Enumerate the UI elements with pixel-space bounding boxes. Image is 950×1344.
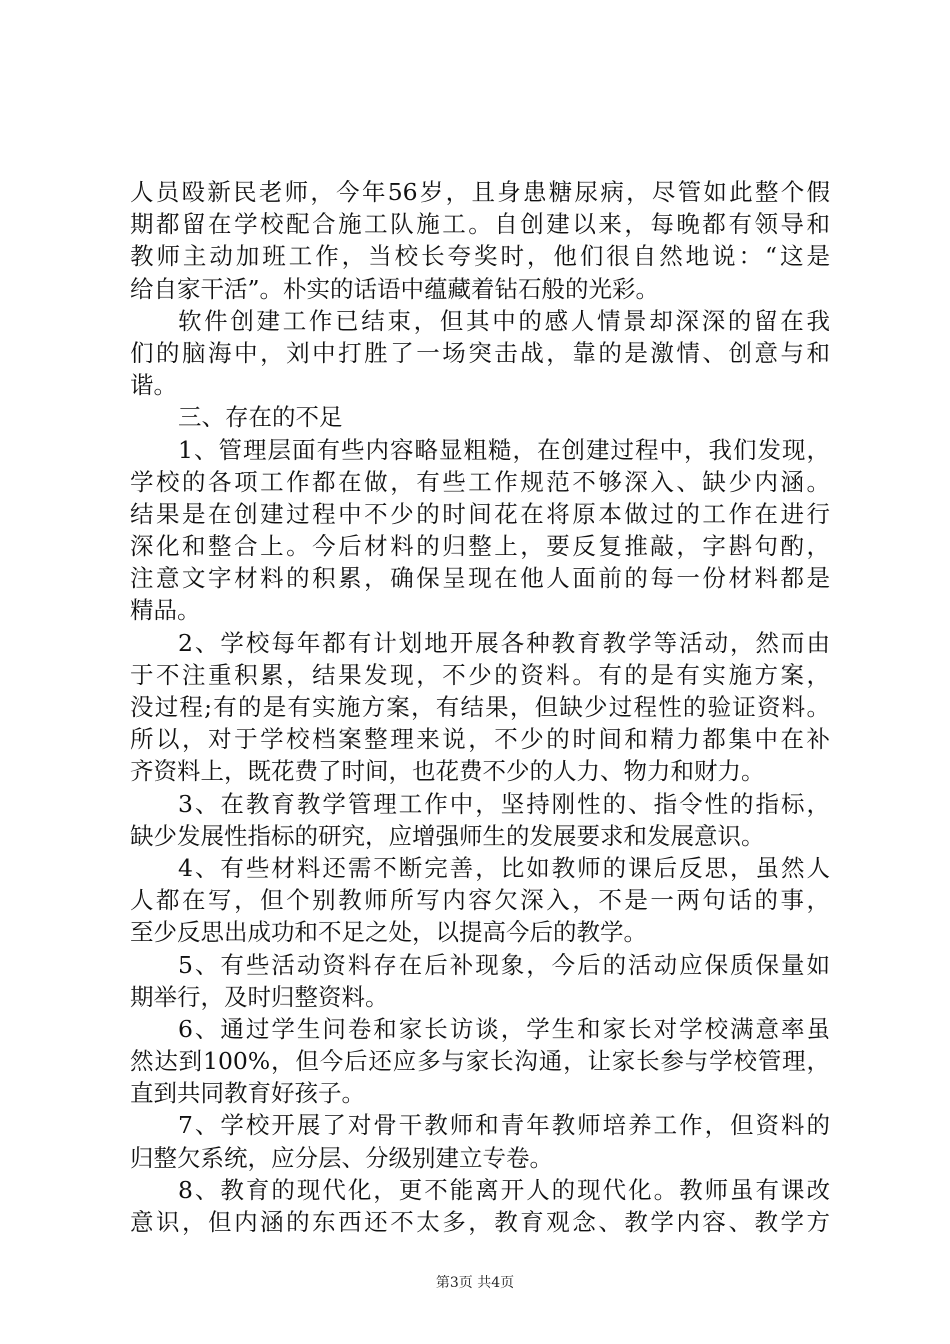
text-line: 们的脑海中，刘中打胜了一场突击战，靠的是激情、创意与和 — [130, 338, 830, 367]
text-line: 至少反思出成功和不足之处，以提高今后的教学。 — [130, 918, 647, 947]
text-line: 注意文字材料的积累，确保呈现在他人面前的每一份材料都是 — [130, 564, 830, 593]
text-line: 没过程;有的是有实施方案，有结果，但缺少过程性的验证资料。 — [130, 693, 830, 721]
text-line: 谐。 — [130, 371, 177, 400]
text-line: 精品。 — [130, 596, 201, 625]
text-line: 6、通过学生问卷和家长访谈，学生和家长对学校满意率虽 — [178, 1014, 830, 1043]
text-line: 4、有些材料还需不断完善，比如教师的课后反思，虽然人 — [178, 853, 830, 882]
text-line: 2、学校每年都有计划地开展各种教育教学等活动，然而由 — [178, 628, 830, 657]
text-line: 学校的各项工作都在做，有些工作规范不够深入、缺少内涵。 — [130, 467, 830, 496]
text-line: 3、在教育教学管理工作中，坚持刚性的、指令性的指标， — [178, 789, 830, 818]
text-line: 缺少发展性指标的研究，应增强师生的发展要求和发展意识。 — [130, 821, 765, 850]
text-line: 三、存在的不足 — [178, 403, 343, 432]
text-line: 期都留在学校配合施工队施工。自创建以来，每晚都有领导和 — [130, 210, 830, 239]
text-line: 期举行，及时归整资料。 — [130, 982, 389, 1011]
text-line: 意识，但内涵的东西还不太多，教育观念、教学内容、教学方 — [130, 1208, 830, 1236]
text-line: 8、教育的现代化，更不能离开人的现代化。教师虽有课改 — [178, 1175, 830, 1204]
text-line: 教师主动加班工作，当校长夸奖时，他们很自然地说：“这是 — [130, 242, 830, 271]
text-line: 然达到100%，但今后还应多与家长沟通，让家长参与学校管理， — [130, 1047, 830, 1076]
text-line: 7、学校开展了对骨干教师和青年教师培养工作，但资料的 — [178, 1111, 830, 1140]
text-line: 归整欠系统，应分层、分级别建立专卷。 — [130, 1143, 553, 1172]
text-line: 深化和整合上。今后材料的归整上，要反复推敲，字斟句酌， — [130, 532, 830, 561]
text-line: 1、管理层面有些内容略显粗糙，在创建过程中，我们发现， — [178, 435, 830, 464]
text-line: 齐资料上，既花费了时间，也花费不少的人力、物力和财力。 — [130, 757, 765, 786]
text-line: 于不注重积累，结果发现，不少的资料。有的是有实施方案， — [130, 660, 830, 689]
text-line: 给自家干活”。朴实的话语中蕴藏着钻石般的光彩。 — [130, 274, 660, 303]
text-line: 5、有些活动资料存在后补现象，今后的活动应保质保量如 — [178, 950, 830, 979]
text-line: 人员殴新民老师，今年56岁，且身患糖尿病，尽管如此整个假 — [130, 178, 830, 206]
page-footer: 第3页 共4页 — [435, 1275, 515, 1291]
text-line: 直到共同教育好孩子。 — [130, 1079, 365, 1108]
text-line: 结果是在创建过程中不少的时间花在将原本做过的工作在进行 — [130, 499, 830, 528]
document-body — [130, 176, 830, 1238]
text-line: 人都在写，但个别教师所写内容欠深入，不是一两句话的事， — [130, 886, 830, 915]
text-line: 所以，对于学校档案整理来说，不少的时间和精力都集中在补 — [130, 725, 830, 754]
text-line: 软件创建工作已结束，但其中的感人情景却深深的留在我 — [178, 306, 830, 335]
